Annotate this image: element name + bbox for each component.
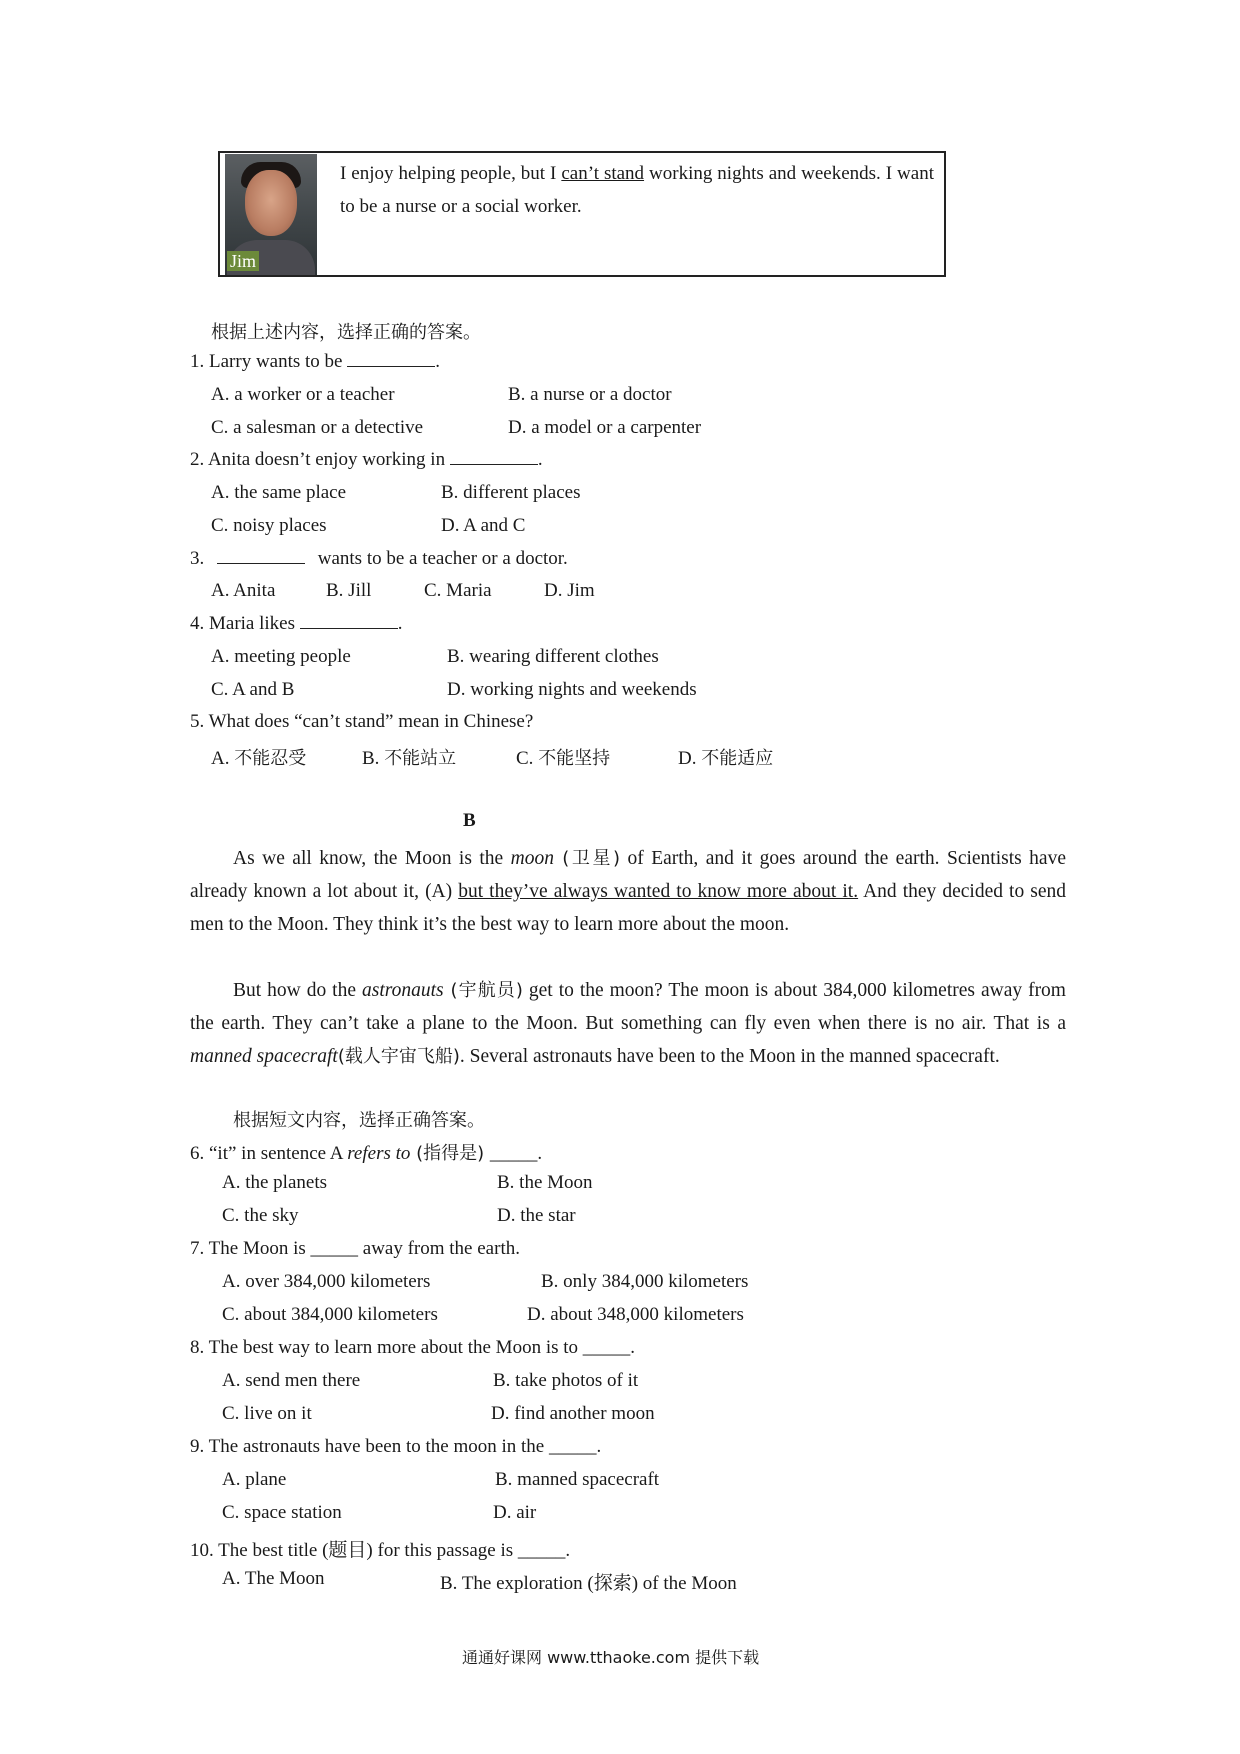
question-7: 7. The Moon is _____ away from the earth. xyxy=(190,1238,520,1259)
footer-credit: 通通好课网 www.tthaoke.com 提供下载 xyxy=(462,1648,760,1667)
q4-option-d[interactable]: D. working nights and weekends xyxy=(447,679,697,700)
q4-option-b[interactable]: B. wearing different clothes xyxy=(447,646,659,667)
name-tag: Jim xyxy=(227,251,259,271)
q2-option-b[interactable]: B. different places xyxy=(441,482,581,503)
q7-option-d[interactable]: D. about 348,000 kilometers xyxy=(527,1304,744,1325)
passage-paragraph-2: But how do the astronauts (宇航员) get to the moon? The moon is about 384,000 kilometres away from the earth. They can’t take a plane to the Moon. But something can fly even when there is no air. That is a manned spacecraft(载人宇宙飞船). Several astronauts have been to the Moon in the manned spacecraft. xyxy=(190,980,1066,1067)
q5-option-d[interactable]: D. 不能适应 xyxy=(678,748,774,769)
q6-option-c[interactable]: C. the sky xyxy=(222,1205,299,1226)
q1-option-a[interactable]: A. a worker or a teacher xyxy=(211,384,395,405)
q8-option-c[interactable]: C. live on it xyxy=(222,1403,312,1424)
q1-option-b[interactable]: B. a nurse or a doctor xyxy=(508,384,672,405)
q2-option-c[interactable]: C. noisy places xyxy=(211,515,327,536)
q3-option-a[interactable]: A. Anita xyxy=(211,580,276,601)
q5-option-b[interactable]: B. 不能站立 xyxy=(362,748,457,769)
q8-option-b[interactable]: B. take photos of it xyxy=(493,1370,639,1391)
question-10: 10. The best title (题目) for this passage is _____. xyxy=(190,1540,571,1561)
question-6: 6. “it” in sentence A refers to (指得是) _____. xyxy=(190,1143,543,1164)
q10-option-a[interactable]: A. The Moon xyxy=(222,1568,325,1589)
profile-card xyxy=(218,151,946,277)
q5-option-a[interactable]: A. 不能忍受 xyxy=(211,748,307,769)
question-1: 1. Larry wants to be . xyxy=(190,351,440,372)
question-4: 4. Maria likes . xyxy=(190,613,403,634)
q5-option-c[interactable]: C. 不能坚持 xyxy=(516,748,611,769)
section-b-instruction: 根据短文内容，选择正确答案。 xyxy=(233,1110,485,1131)
sentence-a-underlined: but they’ve always wanted to know more about it. xyxy=(458,881,859,902)
q9-option-d[interactable]: D. air xyxy=(493,1502,537,1523)
q4-option-c[interactable]: C. A and B xyxy=(211,679,295,700)
question-9: 9. The astronauts have been to the moon in the _____. xyxy=(190,1436,602,1457)
question-5: 5. What does “can’t stand” mean in Chinese? xyxy=(190,711,534,732)
passage-paragraph-1: As we all know, the Moon is the moon (卫星) of Earth, and it goes around the earth. Scientists have already known a lot about it, (A) but they’ve always wanted to know more about it. And they decided to send men to the Moon. They think it’s the best way to learn more about the moon. xyxy=(190,848,1067,935)
q7-option-b[interactable]: B. only 384,000 kilometers xyxy=(541,1271,749,1292)
q2-option-a[interactable]: A. the same place xyxy=(211,482,347,503)
q8-option-d[interactable]: D. find another moon xyxy=(491,1403,655,1424)
question-2: 2. Anita doesn’t enjoy working in . xyxy=(190,449,543,470)
q9-option-a[interactable]: A. plane xyxy=(222,1469,287,1490)
profile-quote: I enjoy helping people, but I can’t stand working nights and weekends. I want to be a nurse or a social worker. xyxy=(340,163,934,217)
q3-option-b[interactable]: B. Jill xyxy=(326,580,372,601)
q6-option-d[interactable]: D. the star xyxy=(497,1205,576,1226)
q3-option-c[interactable]: C. Maria xyxy=(424,580,492,601)
q7-option-a[interactable]: A. over 384,000 kilometers xyxy=(222,1271,431,1292)
q10-option-b[interactable]: B. The exploration (探索) of the Moon xyxy=(440,1573,737,1594)
q9-option-b[interactable]: B. manned spacecraft xyxy=(495,1469,660,1490)
question-3: 3. wants to be a teacher or a doctor. xyxy=(190,548,568,569)
section-b-heading: B xyxy=(463,810,476,831)
q1-option-c[interactable]: C. a salesman or a detective xyxy=(211,417,424,438)
q4-option-a[interactable]: A. meeting people xyxy=(211,646,351,667)
q6-option-b[interactable]: B. the Moon xyxy=(497,1172,593,1193)
profile-photo xyxy=(225,154,317,275)
q9-option-c[interactable]: C. space station xyxy=(222,1502,342,1523)
q1-option-d[interactable]: D. a model or a carpenter xyxy=(508,417,702,438)
q8-option-a[interactable]: A. send men there xyxy=(222,1370,361,1391)
section-a-instruction: 根据上述内容，选择正确的答案。 xyxy=(211,322,481,343)
question-8: 8. The best way to learn more about the Moon is to _____. xyxy=(190,1337,636,1358)
q6-option-a[interactable]: A. the planets xyxy=(222,1172,328,1193)
underlined-phrase: can’t stand xyxy=(561,163,645,184)
q7-option-c[interactable]: C. about 384,000 kilometers xyxy=(222,1304,438,1325)
q3-option-d[interactable]: D. Jim xyxy=(544,580,595,601)
q2-option-d[interactable]: D. A and C xyxy=(441,515,526,536)
